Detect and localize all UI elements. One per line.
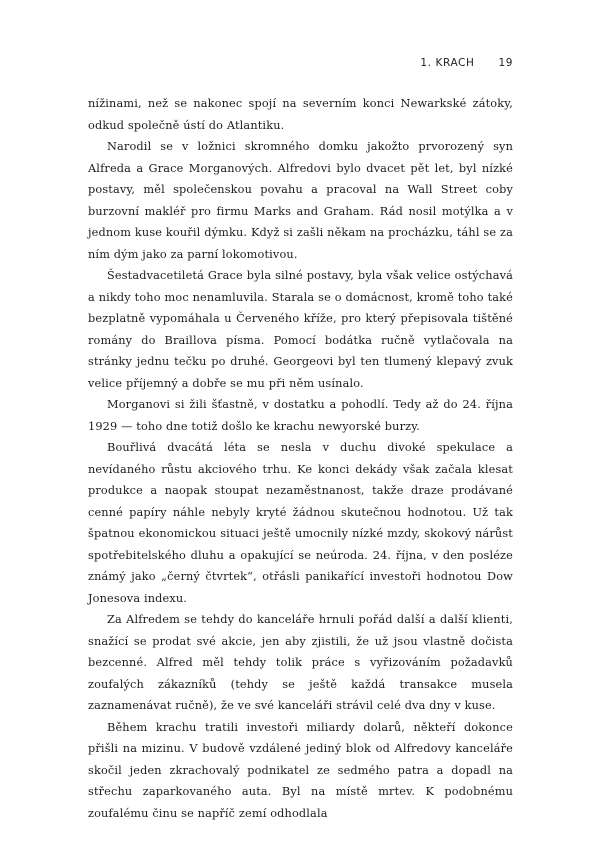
paragraph: nížinami, než se nakonec spojí na severním konci Newarkské zátoky, odkud společně ústí do Atlantiku. bbox=[88, 97, 513, 132]
paragraph: Bouřlivá dvacátá léta se nesla v duchu divoké spekulace a nevídaného růstu akciového trhu. Ke konci dekády však začala klesat produkce a naopak stoupat nezaměstnanost, takže draze prodávané cenné papíry náhle nebyly kryté žádnou skutečnou hodnotou. Už tak špatnou ekonomickou situaci ještě umocnily nízké mzdy, skokový nárůst spotřebitelského dluhu a opakující se neúroda. 24. října, v den posléze známý jako „černý čtvrtek“, otřásli panikařící investoři hodnotou Dow Jonesova indexu. bbox=[88, 441, 513, 605]
page-number: 19 bbox=[498, 57, 513, 69]
running-head bbox=[88, 57, 513, 73]
chapter-title: 1. KRACH bbox=[420, 57, 475, 69]
paragraph: Narodil se v ložnici skromného domku jakožto prvorozený syn Alfreda a Grace Morganových. Alfredovi bylo dvacet pět let, byl nízké postavy, měl společenskou povahu a pracoval na Wall Street coby burzovní makléř pro firmu Marks and Graham. Rád nosil motýlka a v jednom kuse kouřil dýmku. Když si zašli někam na procházku, táhl se za ním dým jako za parní lokomotivou. bbox=[88, 140, 513, 261]
paragraph: Morganovi si žili šťastně, v dostatku a pohodlí. Tedy až do 24. října 1929 — toho dne totiž došlo ke krachu newyorské burzy. bbox=[88, 398, 513, 433]
body-text bbox=[88, 93, 513, 824]
paragraph: Za Alfredem se tehdy do kanceláře hrnuli pořád další a další klienti, snažící se prodat své akcie, jen aby zjistili, že už jsou vlastně dočista bezcenné. Alfred měl tehdy tolik práce s vyřizováním požadavků zoufalých zákazníků (tehdy se ještě každá transakce musela zaznamenávat ručně), že ve své kanceláři strávil celé dva dny v kuse. bbox=[88, 613, 513, 712]
paragraph: Během krachu tratili investoři miliardy dolarů, někteří dokonce přišli na mizinu. V budově vzdálené jediný blok od Alfredovy kanceláře skočil jeden zkrachovalý podnikatel ze sedmého patra a dopadl na střechu zaparkovaného auta. Byl na místě mrtev. K podobnému zoufalému činu se napříč zemí odhodlala bbox=[88, 720, 513, 820]
paragraph: Šestadvacetiletá Grace byla silné postavy, byla však velice ostýchavá a nikdy toho moc nenamluvila. Starala se o domácnost, kromě toho také bezplatně vypomáhala u Červeného kříže, pro který přepisovala tištěné romány do Braillova písma. Pomocí bodátka ručně vytlačovala na stránky jednu tečku po druhé. Georgeovi byl ten tlumený klepavý zvuk velice příjemný a dobře se mu při něm usínalo. bbox=[88, 269, 513, 390]
